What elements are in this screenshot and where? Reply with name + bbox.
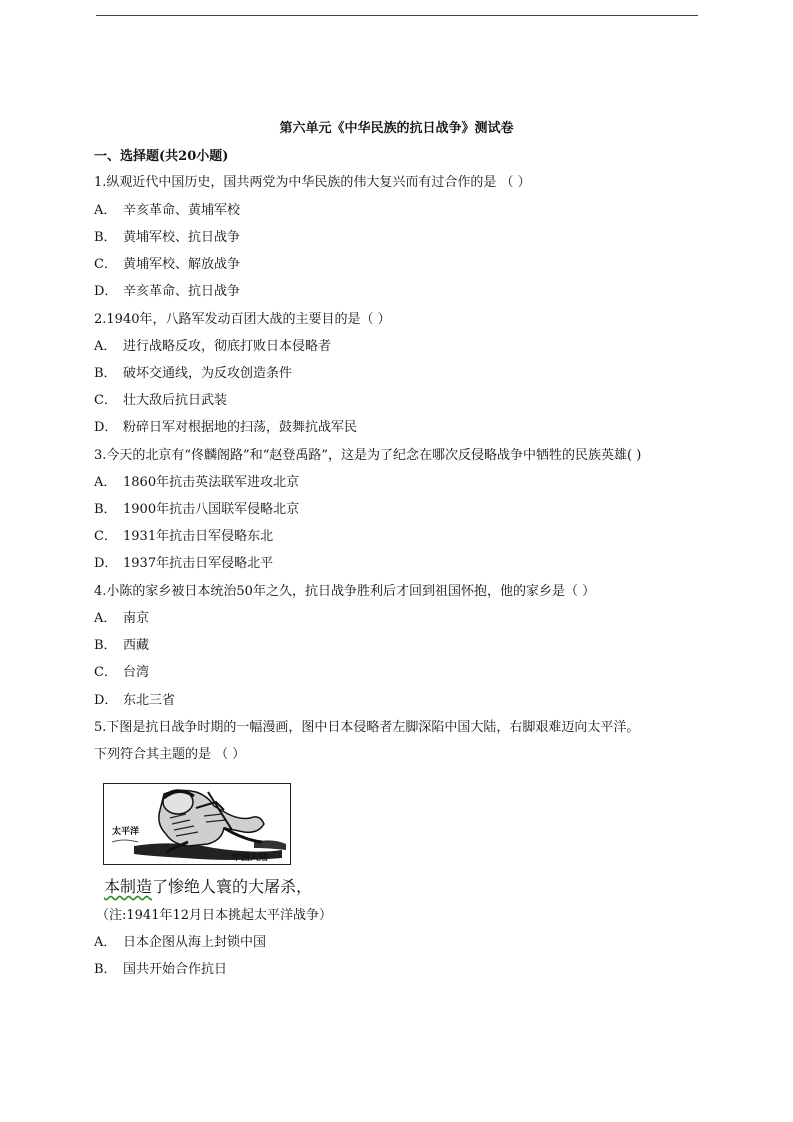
question-2-option-a[interactable]: A． 进行战略反攻，彻底打败日本侵略者 <box>94 339 332 354</box>
question-1-option-a[interactable]: A． 辛亥革命、黄埔军校 <box>94 203 241 218</box>
page-title: 第六单元《中华民族的抗日战争》测试卷 <box>279 121 514 136</box>
question-1-stem: 1.纵观近代中国历史，国共两党为中华民族的伟大复兴而有过合作的是 （ ） <box>94 175 531 190</box>
question-2-option-d[interactable]: D． 粉碎日军对根据地的扫荡，鼓舞抗战军民 <box>94 420 358 435</box>
question-3-option-d[interactable]: D． 1937年抗击日军侵略北平 <box>94 556 274 571</box>
section-heading: 一、选择题(共20小题) <box>94 149 229 164</box>
question-4-stem: 4.小陈的家乡被日本统治50年之久，抗日战争胜利后才回到祖国怀抱，他的家乡是（ ） <box>94 584 596 599</box>
question-2-option-c[interactable]: C． 壮大敌后抗日武装 <box>94 393 228 408</box>
question-1-option-d[interactable]: D． 辛亥革命、抗日战争 <box>94 284 241 299</box>
question-5-stem-continued: 下列符合其主题的是 （ ） <box>94 747 246 762</box>
question-4-option-d[interactable]: D． 东北三省 <box>94 693 176 708</box>
question-3-option-a[interactable]: A． 1860年抗击英法联军进攻北京 <box>94 475 300 490</box>
question-5-option-a[interactable]: A． 日本企图从海上封锁中国 <box>94 935 267 950</box>
question-3-option-c[interactable]: C． 1931年抗击日军侵略东北 <box>94 529 274 544</box>
question-5-option-b[interactable]: B． 国共开始合作抗日 <box>94 962 228 977</box>
handwritten-note: 本制造了惨绝人寰的大屠杀， <box>104 877 313 896</box>
question-3-option-b[interactable]: B． 1900年抗击八国联军侵略北京 <box>94 502 300 517</box>
question-4-option-b[interactable]: B． 西藏 <box>94 638 150 653</box>
question-4-option-c[interactable]: C． 台湾 <box>94 665 150 680</box>
header-rule <box>96 15 698 16</box>
cartoon-illustration <box>104 784 290 864</box>
question-2-stem: 2.1940年，八路军发动百团大战的主要目的是（ ） <box>94 312 391 327</box>
question-4-option-a[interactable]: A． 南京 <box>94 611 150 626</box>
question-5-note: （注:1941年12月日本挑起太平洋战争） <box>96 908 333 923</box>
question-1-option-b[interactable]: B． 黄埔军校、抗日战争 <box>94 230 241 245</box>
question-2-option-b[interactable]: B． 破坏交通线，为反攻创造条件 <box>94 366 293 381</box>
question-5-stem: 5.下图是抗日战争时期的一幅漫画，图中日本侵略者左脚深陷中国大陆，右脚艰难迈向太平洋。 <box>94 720 640 735</box>
cartoon-label-pacific: 太平洋 <box>112 827 140 837</box>
cartoon-label-china: 中国大陆 <box>232 853 269 863</box>
question-1-option-c[interactable]: C． 黄埔军校、解放战争 <box>94 257 241 272</box>
cartoon-image <box>103 783 291 865</box>
question-3-stem: 3.今天的北京有“佟麟阁路”和“赵登禹路”，这是为了纪念在哪次反侵略战争中牺牲的民族英雄( ) <box>94 448 642 463</box>
